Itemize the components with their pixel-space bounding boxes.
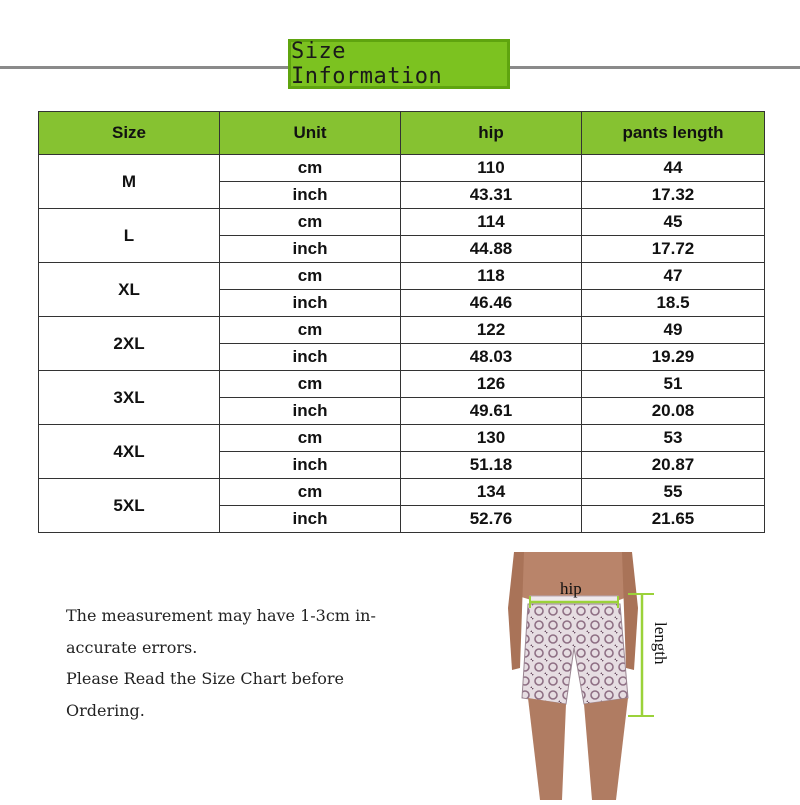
left-arm-shape — [508, 552, 524, 670]
unit-cell: cm — [220, 371, 401, 398]
unit-cell: cm — [220, 263, 401, 290]
unit-cell: inch — [220, 290, 401, 317]
header-size: Size — [39, 112, 220, 155]
hip-cell: 110 — [401, 155, 582, 182]
hip-cell: 134 — [401, 479, 582, 506]
length-label: length — [651, 622, 670, 665]
header-hip: hip — [401, 112, 582, 155]
size-label: M — [39, 155, 220, 209]
unit-cell: inch — [220, 236, 401, 263]
model-illustration — [504, 548, 674, 800]
model-measurement-figure — [504, 548, 674, 800]
title-banner — [288, 39, 510, 89]
unit-cell: inch — [220, 506, 401, 533]
hip-cell: 46.46 — [401, 290, 582, 317]
hip-cell: 51.18 — [401, 452, 582, 479]
table-header-row — [39, 112, 765, 155]
right-leg-shape — [584, 698, 628, 800]
hip-cell: 118 — [401, 263, 582, 290]
hip-cell: 130 — [401, 425, 582, 452]
length-cell: 51 — [582, 371, 765, 398]
note-line: accurate errors. — [66, 637, 198, 657]
length-cell: 44 — [582, 155, 765, 182]
unit-cell: inch — [220, 182, 401, 209]
table-row — [39, 155, 765, 182]
left-leg-shape — [528, 698, 566, 800]
table-row — [39, 263, 765, 290]
size-label: 4XL — [39, 425, 220, 479]
hip-cell: 126 — [401, 371, 582, 398]
table-row — [39, 479, 765, 506]
size-label: 3XL — [39, 371, 220, 425]
hip-cell: 52.76 — [401, 506, 582, 533]
hip-cell: 44.88 — [401, 236, 582, 263]
length-cell: 20.87 — [582, 452, 765, 479]
length-cell: 19.29 — [582, 344, 765, 371]
table-row — [39, 209, 765, 236]
length-cell: 17.72 — [582, 236, 765, 263]
hip-cell: 49.61 — [401, 398, 582, 425]
unit-cell: cm — [220, 425, 401, 452]
unit-cell: cm — [220, 317, 401, 344]
header-unit: Unit — [220, 112, 401, 155]
table-row — [39, 425, 765, 452]
unit-cell: cm — [220, 209, 401, 236]
unit-cell: cm — [220, 155, 401, 182]
length-cell: 18.5 — [582, 290, 765, 317]
page-title: Size Information — [291, 39, 443, 89]
length-cell: 49 — [582, 317, 765, 344]
size-label: 2XL — [39, 317, 220, 371]
length-cell: 45 — [582, 209, 765, 236]
shorts-shape — [522, 604, 628, 704]
unit-cell: inch — [220, 344, 401, 371]
length-cell: 55 — [582, 479, 765, 506]
hip-cell: 43.31 — [401, 182, 582, 209]
length-cell: 53 — [582, 425, 765, 452]
table-row — [39, 371, 765, 398]
note-line: Ordering. — [66, 700, 145, 720]
hip-cell: 114 — [401, 209, 582, 236]
note-line: The measurement may have 1-3cm in- — [66, 606, 376, 625]
note-line: Please Read the Size Chart before — [66, 669, 345, 688]
measurement-note — [66, 600, 396, 726]
hip-cell: 122 — [401, 317, 582, 344]
size-label: 5XL — [39, 479, 220, 533]
unit-cell: inch — [220, 398, 401, 425]
table-row — [39, 317, 765, 344]
length-cell: 20.08 — [582, 398, 765, 425]
size-label: L — [39, 209, 220, 263]
unit-cell: cm — [220, 479, 401, 506]
unit-cell: inch — [220, 452, 401, 479]
length-cell: 47 — [582, 263, 765, 290]
length-cell: 21.65 — [582, 506, 765, 533]
hip-label: hip — [560, 579, 582, 598]
header-pants-length: pants length — [582, 112, 765, 155]
length-cell: 17.32 — [582, 182, 765, 209]
size-label: XL — [39, 263, 220, 317]
hip-cell: 48.03 — [401, 344, 582, 371]
size-chart-table — [38, 111, 765, 533]
